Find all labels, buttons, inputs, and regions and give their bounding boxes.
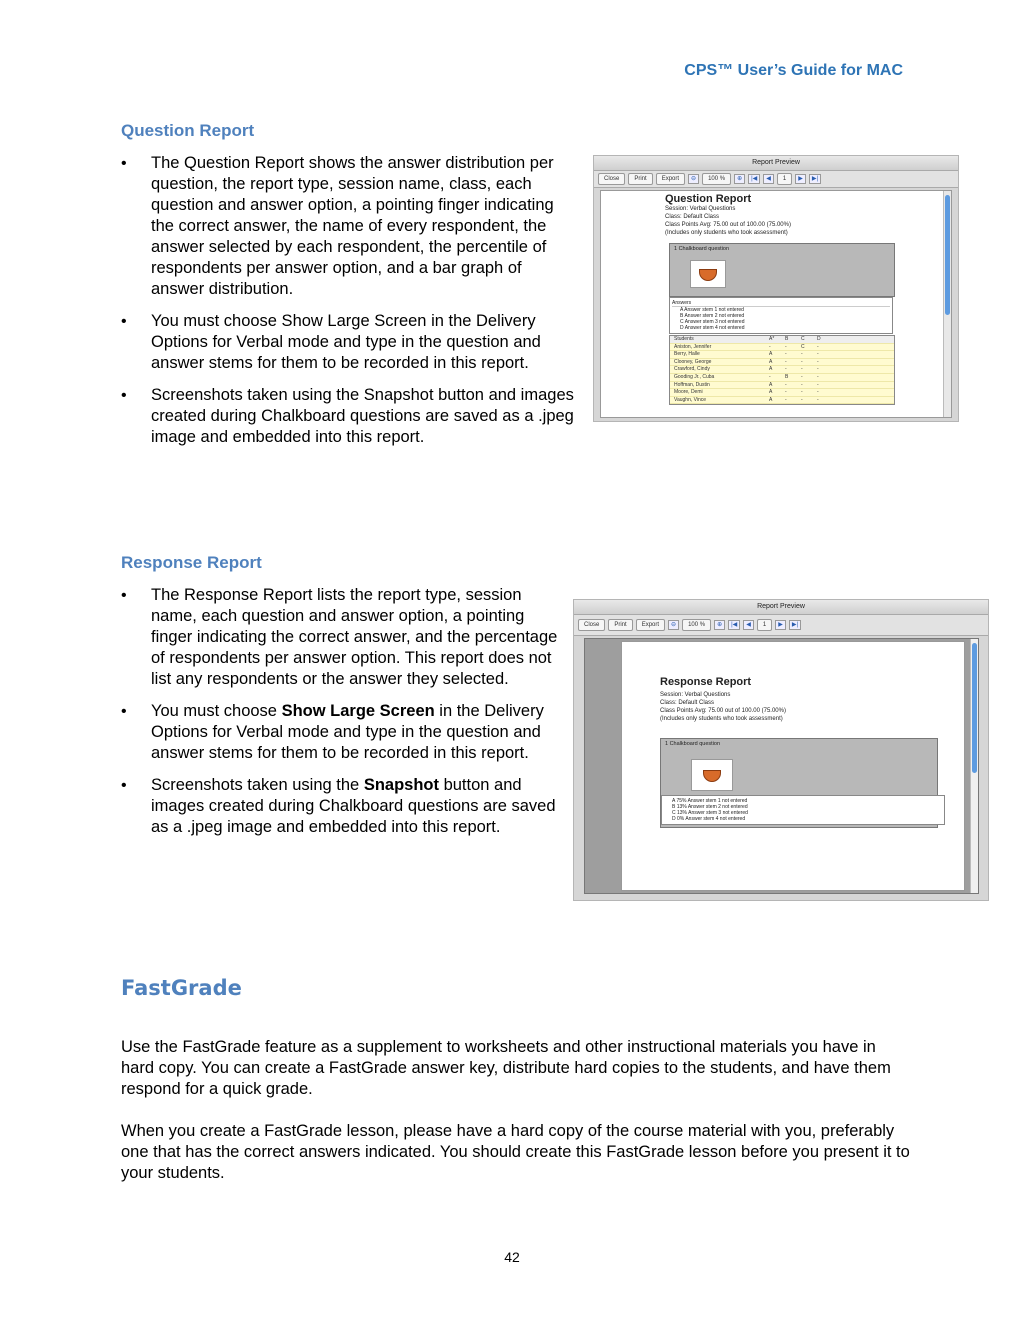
student-answer: - (801, 389, 803, 396)
answers-box (669, 297, 893, 334)
question-label: 1 Chalkboard question (665, 741, 721, 747)
show-large-screen-term: Show Large Screen (281, 702, 435, 720)
student-answer: - (785, 366, 787, 373)
answer-row: C Answer stem 3 not entered (680, 319, 745, 325)
student-answer: A (769, 396, 773, 403)
table-row (670, 351, 894, 359)
col-head: A* (769, 336, 775, 342)
student-answer: - (817, 358, 819, 365)
student-name: Hoffman, Dustin (674, 381, 710, 388)
window-title: Report Preview (594, 156, 958, 171)
bowl-icon (703, 770, 721, 782)
export-button[interactable]: Export (656, 173, 685, 185)
student-answer: - (817, 389, 819, 396)
student-answer: - (785, 389, 787, 396)
student-answer: - (801, 396, 803, 403)
next-page-icon[interactable]: ▶ (775, 620, 786, 630)
answer-row: A 75% Answer stem 1 not entered (672, 798, 748, 804)
report-note: (Includes only students who took assessment) (660, 716, 783, 722)
zoom-icon[interactable]: ⊖ (688, 174, 699, 184)
question-label: 1 Chalkboard question (674, 246, 730, 252)
table-row (670, 382, 894, 390)
report-class: Class: Default Class (660, 700, 715, 706)
students-table (669, 335, 895, 405)
zoom-out-icon[interactable]: ⊖ (668, 620, 679, 630)
close-button[interactable]: Close (578, 619, 605, 631)
student-answer: - (785, 381, 787, 388)
question-box (669, 243, 895, 297)
close-button[interactable]: Close (598, 173, 625, 185)
prev-page-icon[interactable]: ◀ (763, 174, 774, 184)
student-answer: - (801, 381, 803, 388)
student-name: Moore, Demi (674, 389, 703, 396)
scroll-thumb[interactable] (945, 195, 950, 315)
toolbar (574, 615, 988, 636)
page-canvas (584, 638, 979, 894)
report-document (621, 641, 965, 891)
print-button[interactable]: Print (628, 173, 652, 185)
zoom-in-icon[interactable]: ⊕ (734, 174, 745, 184)
answer-row: D Answer stem 4 not entered (680, 325, 745, 331)
next-page-icon[interactable]: ▶ (795, 174, 806, 184)
running-header: CPS™ User’s Guide for MAC (684, 62, 903, 79)
prev-page-icon[interactable]: ◀ (743, 620, 754, 630)
student-name: Vaughn, Vince (674, 396, 707, 403)
chalkboard-image (691, 759, 733, 791)
answer-row: C 13% Answer stem 3 not entered (672, 810, 748, 816)
report-class: Class: Default Class (665, 214, 720, 220)
response-report-heading: Response Report (121, 553, 262, 572)
table-row (670, 366, 894, 374)
student-answer: - (817, 343, 819, 350)
export-button[interactable]: Export (636, 619, 665, 631)
answer-row: B Answer stem 2 not entered (680, 313, 745, 319)
student-answer: - (785, 343, 787, 350)
question-report-screenshot (593, 155, 959, 422)
student-answer: - (785, 396, 787, 403)
fastgrade-heading: FastGrade (121, 976, 242, 1000)
student-answer: - (817, 381, 819, 388)
student-answer: A (769, 351, 773, 358)
student-answer: B (785, 373, 789, 380)
report-avg: Class Points Avg: 75.00 out of 100.00 (75.00%) (665, 222, 791, 228)
col-head: D (817, 336, 821, 342)
student-answer: - (769, 373, 771, 380)
answer-row: B 13% Answer stem 2 not entered (672, 804, 748, 810)
fastgrade-paragraph-1: Use the FastGrade feature as a supplement to worksheets and other instructional materials you have in hard copy. You can create a FastGrade answer key, distribute hard copies to the students, and have them respond for a quick grade. (121, 1038, 891, 1098)
student-answer: - (769, 343, 771, 350)
answer-row: A Answer stem 1 not entered (680, 307, 744, 313)
question-report-heading: Question Report (121, 121, 255, 140)
student-answer: A (769, 381, 773, 388)
student-answer: - (801, 373, 803, 380)
zoom-in-icon[interactable]: ⊕ (714, 620, 725, 630)
student-answer: - (801, 366, 803, 373)
first-page-icon[interactable]: |◀ (748, 174, 760, 184)
col-head: B (785, 336, 789, 342)
zoom-field[interactable]: 100 % (702, 173, 731, 185)
answer-row: D 0% Answer stem 4 not entered (672, 816, 746, 822)
zoom-field[interactable]: 100 % (682, 619, 711, 631)
student-name: Berry, Halle (674, 351, 700, 358)
list-item: • The Question Report shows the answer distribution per question, the report type, session name, class, each question and answer option, a pointing finger indicating the correct answer, the name of every respondent, the answer selected by each respondent, the percentile of respondents per answer option, and a bar graph of answer distribution. (121, 153, 576, 300)
question-report-bullets (121, 153, 576, 459)
student-answer: - (817, 396, 819, 403)
student-answer: A (769, 366, 773, 373)
student-answer: - (817, 351, 819, 358)
report-session: Session: Verbal Questions (665, 206, 736, 212)
bullet-text: button and images created during Chalkboard questions are saved as a .jpeg image and embedded into this report. (151, 776, 556, 836)
table-row (670, 344, 894, 352)
students-header: Students (674, 336, 694, 342)
student-name: Crawford, Cindy (674, 366, 710, 373)
scroll-thumb[interactable] (972, 643, 977, 773)
report-title: Question Report (665, 193, 752, 205)
table-row (670, 374, 894, 382)
list-item: • The Response Report lists the report type, session name, each question and answer option, a pointing finger indicating the correct answer, and the percentage of respondents per answer option. This report does not list any respondents or the answer they selected. (121, 585, 561, 690)
answers-box (661, 795, 945, 825)
student-answer: - (801, 358, 803, 365)
page-number: 42 (504, 1249, 520, 1265)
list-item: • Screenshots taken using the Snapshot button and images created during Chalkboard questions are saved as a .jpeg image and embedded into this report. (121, 385, 576, 448)
bullet-text: Screenshots taken using the (151, 776, 364, 794)
report-session: Session: Verbal Questions (660, 692, 731, 698)
student-name: Gooding Jr., Cuba (674, 373, 715, 380)
report-note: (Includes only students who took assessment) (665, 230, 788, 236)
student-answer: C (801, 343, 805, 350)
student-answer: - (817, 373, 819, 380)
list-item (121, 775, 561, 838)
bullet-text: in the Delivery Options for Verbal mode and type in the question and answer stems for them to be recorded in this report. (151, 702, 544, 762)
window-title: Report Preview (574, 600, 988, 615)
bullet-text: You must choose (151, 702, 282, 720)
page-field[interactable]: 1 (777, 173, 792, 185)
list-item (121, 701, 561, 764)
chalkboard-image (690, 260, 726, 288)
page-field[interactable]: 1 (757, 619, 772, 631)
report-document (600, 190, 952, 418)
print-button[interactable]: Print (608, 619, 632, 631)
response-report-screenshot (573, 599, 989, 901)
col-head: C (801, 336, 805, 342)
snapshot-term: Snapshot (363, 776, 439, 794)
student-answer: - (801, 351, 803, 358)
student-answer: - (785, 358, 787, 365)
table-row (670, 359, 894, 367)
toolbar (594, 171, 958, 188)
last-page-icon[interactable]: ▶| (789, 620, 801, 630)
bowl-icon (699, 269, 717, 281)
student-answer: - (817, 366, 819, 373)
scrollbar[interactable] (943, 191, 951, 417)
student-answer: A (769, 358, 773, 365)
student-answer: - (785, 351, 787, 358)
question-box (660, 738, 938, 828)
report-avg: Class Points Avg: 75.00 out of 100.00 (75.00%) (660, 708, 786, 714)
list-item: • You must choose Show Large Screen in the Delivery Options for Verbal mode and type in the question and answer stems for them to be recorded in this report. (121, 311, 576, 374)
first-page-icon[interactable]: |◀ (728, 620, 740, 630)
fastgrade-paragraph-2: When you create a FastGrade lesson, please have a hard copy of the course material with you, preferably one that has the correct answers indicated. You should create this FastGrade lesson before you present it to your students. (121, 1122, 910, 1182)
response-report-bullets (121, 585, 561, 849)
report-title: Response Report (660, 676, 752, 688)
scrollbar[interactable] (970, 639, 978, 893)
student-name: Aniston, Jennifer (674, 343, 712, 350)
last-page-icon[interactable]: ▶| (809, 174, 821, 184)
table-row (670, 397, 894, 405)
students-header-row (670, 336, 894, 344)
student-answer: A (769, 389, 773, 396)
answers-header: Answers (672, 300, 890, 307)
table-row (670, 389, 894, 397)
student-name: Clooney, George (674, 358, 712, 365)
